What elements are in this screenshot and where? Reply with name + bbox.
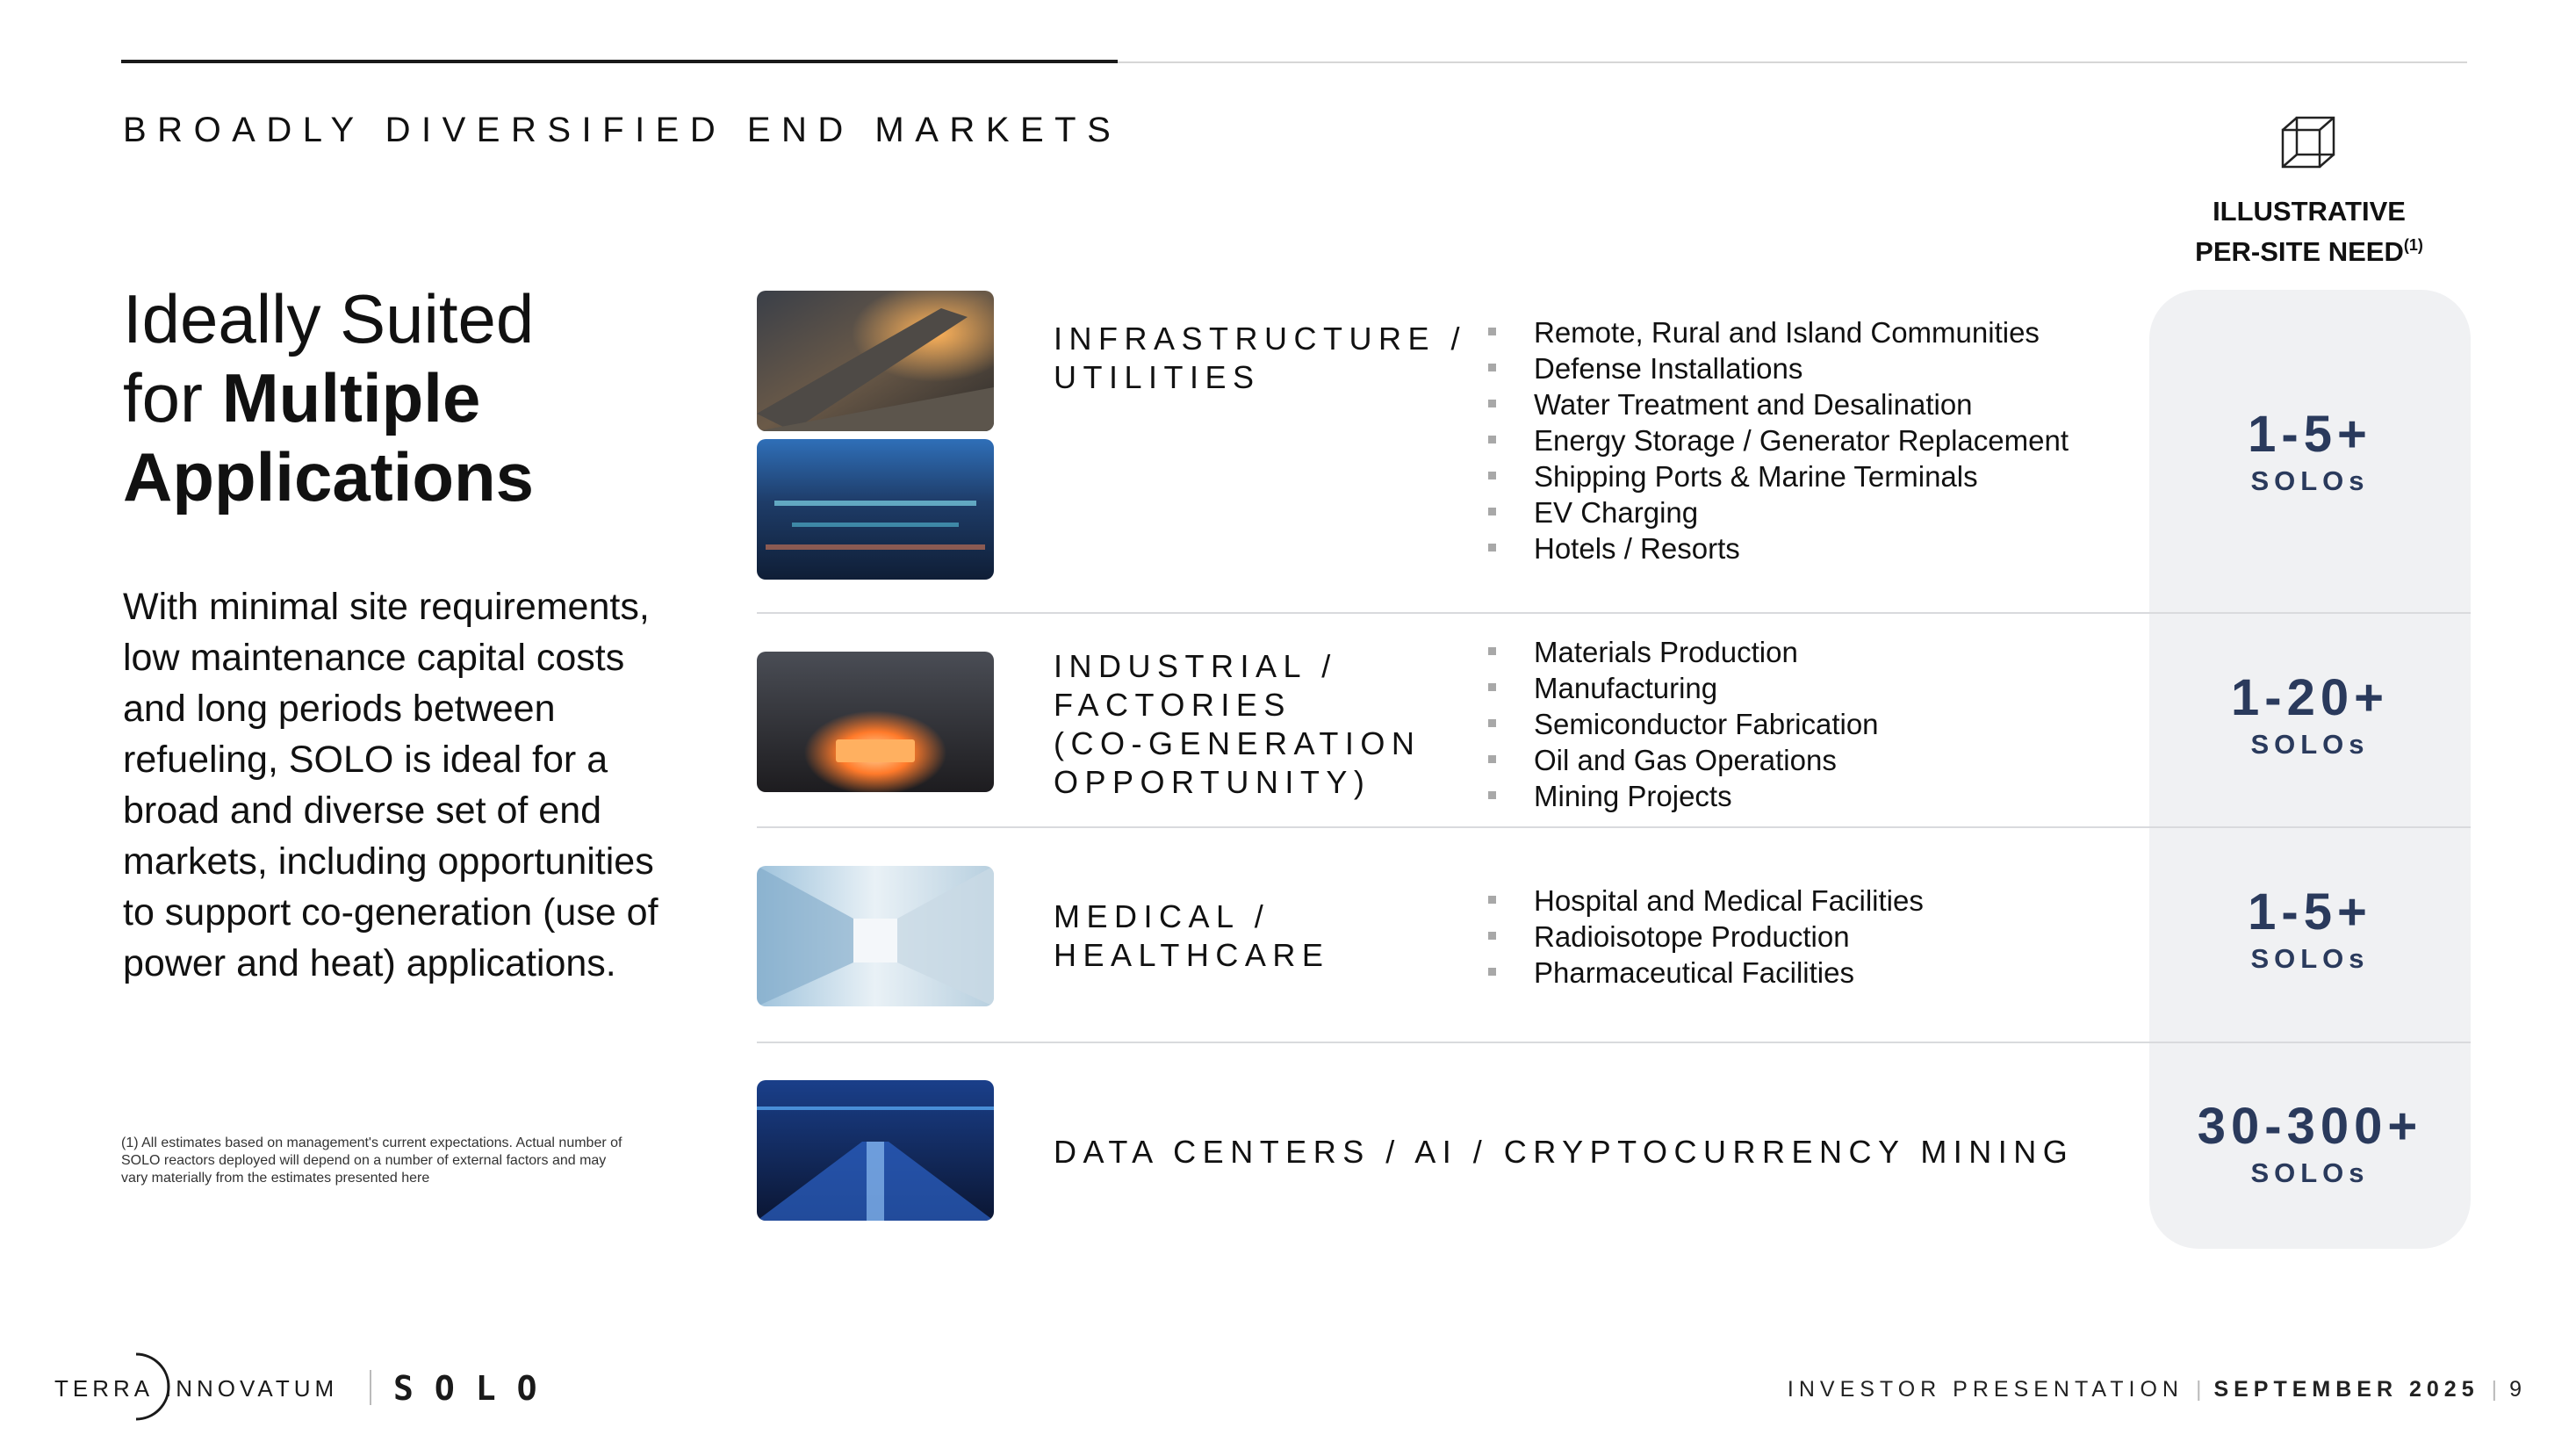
section-title: BROADLY DIVERSIFIED END MARKETS <box>123 111 1122 149</box>
headline-line1: Ideally Suited <box>123 280 535 357</box>
headline <box>123 279 738 516</box>
page-number: 9 <box>2509 1377 2527 1402</box>
need-value-data-centers: 30-300+ SOLOs <box>2197 1098 2423 1188</box>
headline-for: for <box>123 359 204 436</box>
need-header-footnote-ref: (1) <box>2403 236 2423 254</box>
list-item: Mining Projects <box>1488 778 1879 814</box>
laboratory-photo <box>757 866 994 1006</box>
list-item: EV Charging <box>1488 494 2069 530</box>
list-item: Semiconductor Fabrication <box>1488 706 1879 742</box>
list-item: Remote, Rural and Island Communities <box>1488 314 2069 350</box>
list-item: Defense Installations <box>1488 350 2069 386</box>
footnote: (1) All estimates based on management's current expectations. Actual number of SOLO reactors deployed will depend on a number of external factors and may vary materially from the estimates presented here <box>121 1135 622 1186</box>
footer-date: SEPTEMBER 2025 <box>2213 1377 2479 1402</box>
bullet-list-industrial <box>1488 634 1879 814</box>
list-item: Water Treatment and Desalination <box>1488 386 2069 422</box>
body-text: With minimal site requirements, low maintenance capital costs and long periods between refueling, SOLO is ideal for a broad and diverse set of end markets, including opportunities to support co-generation (use of power and heat) applications. <box>123 586 658 984</box>
bullet-list-infrastructure <box>1488 314 2069 566</box>
list-item: Hospital and Medical Facilities <box>1488 883 1924 919</box>
market-label-infrastructure: INFRASTRUCTURE / UTILITIES <box>1054 321 1466 395</box>
row-divider <box>757 612 2471 614</box>
conveyor-photo <box>757 291 994 431</box>
logo-terra: TERRA <box>54 1375 155 1402</box>
list-item: Shipping Ports & Marine Terminals <box>1488 458 2069 494</box>
list-item: Hotels / Resorts <box>1488 530 2069 566</box>
list-item: Oil and Gas Operations <box>1488 742 1879 778</box>
need-value-infrastructure: 1-5+ SOLOs <box>2248 406 2372 496</box>
market-label-industrial: INDUSTRIAL / FACTORIES (CO-GENERATION OPPORTUNITY) <box>1054 648 1421 800</box>
data-center-photo <box>757 1080 994 1221</box>
list-item: Pharmaceutical Facilities <box>1488 955 1924 991</box>
logo-solo: SOLO <box>393 1369 558 1408</box>
top-rule-accent <box>121 60 1118 63</box>
steel-mill-photo <box>757 652 994 792</box>
need-column-header <box>2169 195 2450 269</box>
market-label-medical: MEDICAL / HEALTHCARE <box>1054 898 1330 973</box>
row-divider <box>757 826 2471 828</box>
port-city-photo <box>757 439 994 580</box>
row-divider <box>757 1042 2471 1043</box>
need-header-line2: PER-SITE NEED <box>2195 236 2404 267</box>
list-item: Manufacturing <box>1488 670 1879 706</box>
need-value-medical: 1-5+ SOLOs <box>2248 883 2372 974</box>
list-item: Energy Storage / Generator Replacement <box>1488 422 2069 458</box>
list-item: Materials Production <box>1488 634 1879 670</box>
footer-presentation: INVESTOR PRESENTATION <box>1787 1377 2184 1402</box>
need-value-industrial: 1-20+ SOLOs <box>2231 669 2389 760</box>
headline-bold2: Applications <box>123 438 535 515</box>
list-item: Radioisotope Production <box>1488 919 1924 955</box>
terra-innovatum-solo-logo <box>53 1344 579 1430</box>
bullet-list-medical <box>1488 883 1924 991</box>
cube-icon <box>2279 114 2337 172</box>
logo-innovatum: INNOVATUM <box>165 1375 339 1402</box>
footer: INVESTOR PRESENTATION | SEPTEMBER 2025 | 9 <box>1787 1377 2527 1402</box>
market-label-data-centers: DATA CENTERS / AI / CRYPTOCURRENCY MINING <box>1054 1134 2075 1170</box>
headline-bold1: Multiple <box>221 359 481 436</box>
need-header-line1: ILLUSTRATIVE <box>2213 196 2406 227</box>
